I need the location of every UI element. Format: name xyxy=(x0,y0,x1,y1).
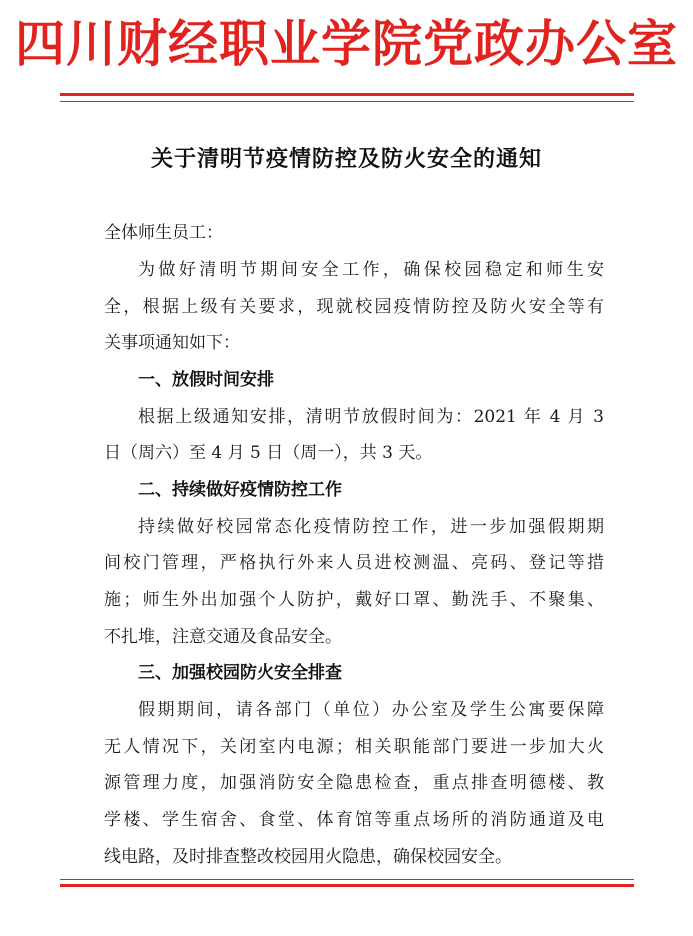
salutation: 全体师生员工： xyxy=(104,223,223,243)
section-line: 源管理力度，加强消防安全隐患检查，重点排查明德楼、教 xyxy=(104,773,604,793)
letterhead-rule-thick xyxy=(60,93,634,96)
section-line: 线电路，及时排查整改校园用火隐患，确保校园安全。 xyxy=(104,847,512,867)
section-heading: 二、持续做好疫情防控工作 xyxy=(138,480,342,500)
section-line: 学楼、学生宿舍、食堂、体育馆等重点场所的消防通道及电 xyxy=(104,810,604,830)
section-line: 日（周六）至 4 月 5 日（周一），共 3 天。 xyxy=(104,443,433,463)
section-line: 持续做好校园常态化疫情防控工作，进一步加强假期期 xyxy=(138,517,604,537)
section-heading: 三、加强校园防火安全排查 xyxy=(138,663,342,683)
footer-rule-thin xyxy=(60,879,634,880)
footer-rule-thick xyxy=(60,884,634,887)
section-line: 间校门管理，严格执行外来人员进校测温、亮码、登记等措 xyxy=(104,553,604,573)
section-line: 施；师生外出加强个人防护，戴好口罩、勤洗手、不聚集、 xyxy=(104,590,604,610)
section-line: 不扎堆，注意交通及食品安全。 xyxy=(104,627,342,647)
intro-line: 关事项通知如下： xyxy=(104,333,240,353)
section-line: 无人情况下，关闭室内电源；相关职能部门要进一步加大火 xyxy=(104,737,604,757)
document-title: 关于清明节疫情防控及防火安全的通知 xyxy=(150,146,542,172)
letterhead-rule-thin xyxy=(60,101,634,102)
intro-line: 为做好清明节期间安全工作，确保校园稳定和师生安 xyxy=(138,260,604,280)
section-line: 根据上级通知安排，清明节放假时间为：2021 年 4 月 3 xyxy=(138,407,604,427)
section-heading: 一、放假时间安排 xyxy=(138,370,274,390)
section-line: 假期期间，请各部门（单位）办公室及学生公寓要保障 xyxy=(138,700,604,720)
intro-line: 全，根据上级有关要求，现就校园疫情防控及防火安全等有 xyxy=(104,297,604,317)
letterhead-title: 四川财经职业学院党政办公室 xyxy=(15,14,678,73)
